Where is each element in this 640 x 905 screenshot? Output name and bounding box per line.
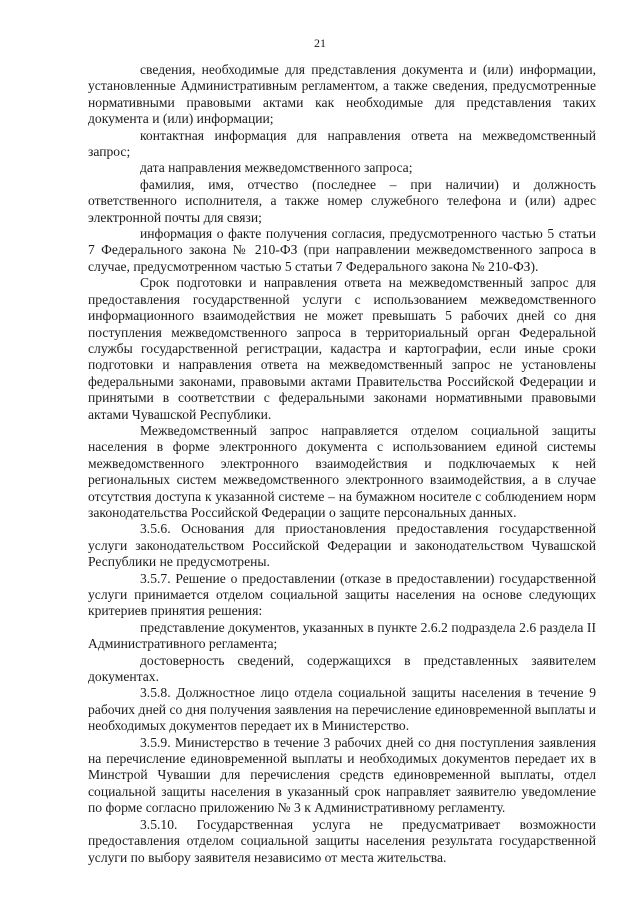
paragraph-1: сведения, необходимые для представления документа и (или) информации, установленные Административным регламентом, а также сведения, предусмотренные нормативными правовыми актами как необходимые для представления таких документа и (или) информации; [88, 62, 596, 127]
paragraph-13: 3.5.9. Министерство в течение 3 рабочих дней со дня поступления заявления на перечисление единовременной выплаты и необходимых документов передает их в Минстрой Чувашии для перечисления средств единовременной выплаты, отдел социальной защиты населения в указанный срок направляет заявителю уведомление по форме согласно приложению № 3 к Административному регламенту. [88, 734, 596, 816]
paragraph-12: 3.5.8. Должностное лицо отдела социальной защиты населения в течение 9 рабочих дней со дня получения заявления на перечисление единовременной выплаты и необходимых документов передает их в Министерство. [88, 685, 596, 734]
paragraph-5: информация о факте получения согласия, предусмотренного частью 5 статьи 7 Федерального закона № 210-ФЗ (при направлении межведомственного запроса в случае, предусмотренном частью 5 статьи 7 Федерального закона № 210-ФЗ). [88, 226, 596, 274]
paragraph-8: 3.5.6. Основания для приостановления предоставления государственной услуги законодательством Российской Федерации и законодательством Чувашской Республики не предусмотрены. [88, 521, 596, 570]
document-body [88, 62, 596, 866]
paragraph-9: 3.5.7. Решение о предоставлении (отказе в предоставлении) государственной услуги принимается отделом социальной защиты населения на основе следующих критериев принятия решения: [88, 570, 596, 619]
paragraph-11: достоверность сведений, содержащихся в представленных заявителем документах. [88, 652, 596, 685]
paragraph-3: дата направления межведомственного запроса; [140, 160, 413, 176]
paragraph-6: Срок подготовки и направления ответа на межведомственный запрос для предоставления государственной услуги с использованием межведомственного информационного взаимодействия не может превышать 5 рабочих дней со дня поступления межведомственного запроса в территориальный орган Федеральной службы государственной регистрации, кадастра и картографии, если иные сроки подготовки и направления ответа на межведомственный запрос не установлены федеральными законами, правовыми актами Правительства Российской Федерации и принятыми в соответствии с федеральными законами нормативными правовыми актами Чувашской Республики. [88, 275, 596, 422]
page-number: 21 [314, 36, 326, 50]
paragraph-4: фамилия, имя, отчество (последнее – при наличии) и должность ответственного исполнителя, а также номер служебного телефона и (или) адрес электронной почты для связи; [88, 176, 596, 225]
paragraph-2: контактная информация для направления ответа на межведомственный запрос; [88, 127, 596, 160]
paragraph-7: Межведомственный запрос направляется отделом социальной защиты населения в форме электронного документа с использованием единой системы межведомственного электронного взаимодействия и подключаемых к ней региональных систем межведомственного электронного взаимодействия, а в случае отсутствия доступа к указанной системе – на бумажном носителе с соблюдением норм законодательства Российской Федерации о защите персональных данных. [88, 422, 596, 520]
paragraph-10: представление документов, указанных в пункте 2.6.2 подраздела 2.6 раздела II Административного регламента; [88, 619, 596, 652]
paragraph-14: 3.5.10. Государственная услуга не предусматривает возможности предоставления отделом социальной защиты населения результата государственной услуги по выбору заявителя независимо от места жительства. [88, 816, 596, 865]
